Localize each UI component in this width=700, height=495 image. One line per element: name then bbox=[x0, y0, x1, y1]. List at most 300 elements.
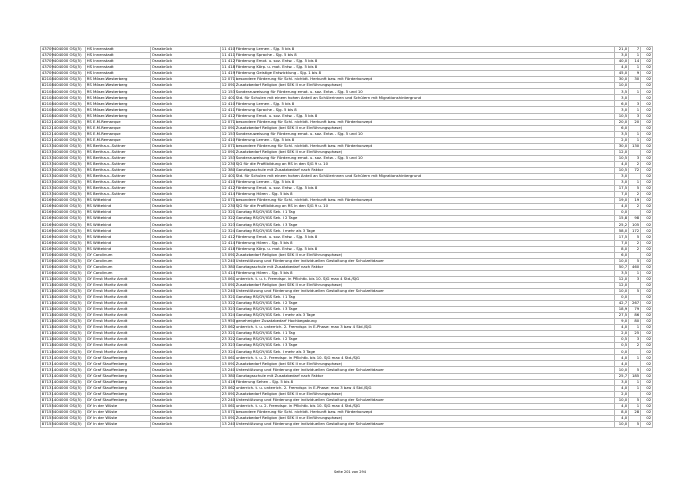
hours-cell: 3,0 bbox=[615, 53, 629, 59]
measure-cell: unterrich. t. u. 2. Fremdspr. in Pflichtb. bis 10. SJG max 4 Std./SJG bbox=[235, 403, 615, 409]
school-name-cell: RS Möser-Westerberg bbox=[86, 83, 151, 89]
level-cell: 02 bbox=[641, 131, 653, 137]
hours-cell: 17,5 bbox=[615, 234, 629, 240]
measure-cell: Zusatzbedarf Religion (bei SEK II nur Einführungsphase) bbox=[235, 83, 615, 89]
level-cell: 02 bbox=[641, 228, 653, 234]
school-number-cell: 82169 bbox=[41, 203, 54, 209]
city-cell: Osnabrück bbox=[151, 192, 221, 198]
level-cell: 02 bbox=[641, 276, 653, 282]
students-cell: 7 bbox=[629, 47, 641, 53]
city-cell: Osnabrück bbox=[151, 222, 221, 228]
students-cell: 5 bbox=[629, 234, 641, 240]
measure-cell: Std. für Schulen mit einem hohen Anteil an Schülerinnen und Schülern mit Migrationshintergrund bbox=[235, 95, 615, 101]
hours-cell: 3,0 bbox=[615, 107, 629, 113]
city-cell: Osnabrück bbox=[151, 204, 221, 210]
school-name-cell: GY Graf Stauffenberg bbox=[86, 391, 151, 397]
code-cell: 13 240 bbox=[221, 366, 236, 372]
measure-cell: Ganztag RS/GY/IGS Sek. I 3 Tage bbox=[235, 343, 615, 349]
hours-cell: 10,0 bbox=[615, 288, 629, 294]
hours-cell: 3,5 bbox=[615, 270, 629, 276]
school-number-cell: 87118 bbox=[41, 300, 54, 306]
school-form-cell: 404000 OS/(5) bbox=[53, 379, 86, 385]
code-cell: 11 419 bbox=[221, 70, 236, 76]
school-name-cell: GY Carolinum bbox=[86, 258, 151, 264]
school-number-cell: 82133 bbox=[41, 179, 54, 185]
students-cell: 1 bbox=[629, 379, 641, 385]
level-cell: 02 bbox=[641, 300, 653, 306]
school-number-cell: 82169 bbox=[41, 239, 54, 245]
school-number-cell: 43709 bbox=[41, 52, 54, 58]
school-form-cell: 404000 OS/(5) bbox=[53, 270, 86, 276]
school-name-cell: RS Möser-Westerberg bbox=[86, 95, 151, 101]
code-cell: 12 410 bbox=[221, 179, 236, 185]
school-form-cell: 404000 OS/(5) bbox=[53, 222, 86, 228]
school-form-cell: 404000 OS/(5) bbox=[53, 361, 86, 367]
school-form-cell: 404000 OS/(5) bbox=[53, 385, 86, 391]
school-form-cell: 404000 OS/(5) bbox=[53, 276, 86, 282]
city-cell: Osnabrück bbox=[151, 83, 221, 89]
city-cell: Osnabrück bbox=[151, 313, 221, 319]
level-cell: 02 bbox=[641, 107, 653, 113]
city-cell: Osnabrück bbox=[151, 294, 221, 300]
code-cell: 23 091 bbox=[221, 390, 236, 396]
school-name-cell: GY Graf Stauffenberg bbox=[86, 367, 151, 373]
code-cell: 12 323 bbox=[221, 221, 236, 227]
students-cell: 267 bbox=[629, 300, 641, 306]
school-number-cell: 43709 bbox=[41, 58, 54, 64]
school-number-cell: 87118 bbox=[41, 288, 54, 294]
school-name-cell: HS Innenstadt bbox=[86, 65, 151, 71]
hours-cell: 4,0 bbox=[615, 361, 629, 367]
hours-cell: 18,9 bbox=[615, 307, 629, 313]
code-cell: 13 321 bbox=[221, 294, 236, 300]
hours-cell: 30,0 bbox=[615, 77, 629, 83]
school-number-cell: 87131 bbox=[41, 378, 54, 384]
students-cell: 1 bbox=[629, 180, 641, 186]
level-cell: 02 bbox=[641, 222, 653, 228]
school-number-cell: 87131 bbox=[41, 366, 54, 372]
code-cell: 13 380 bbox=[221, 372, 236, 378]
school-form-cell: 404000 OS/(5) bbox=[53, 421, 86, 427]
level-cell: 02 bbox=[641, 373, 653, 379]
city-cell: Osnabrück bbox=[151, 307, 221, 313]
city-cell: Osnabrück bbox=[151, 137, 221, 143]
students-cell: 130 bbox=[629, 143, 641, 149]
measure-cell: Ganztag RS/GY/IGS Sek. I mehr als 3 Tage bbox=[235, 349, 615, 355]
level-cell: 02 bbox=[641, 125, 653, 131]
school-form-cell: 404000 OS/(5) bbox=[53, 71, 86, 77]
code-cell: 12 153 bbox=[221, 88, 236, 94]
school-name-cell: RS E.M.Remarque bbox=[86, 131, 151, 137]
school-number-cell: 82108 bbox=[41, 106, 54, 112]
city-cell: Osnabrück bbox=[151, 397, 221, 403]
city-cell: Osnabrück bbox=[151, 125, 221, 131]
level-cell: 02 bbox=[641, 210, 653, 216]
school-number-cell: 82133 bbox=[41, 167, 54, 173]
school-form-cell: 404000 OS/(5) bbox=[53, 234, 86, 240]
school-name-cell: RS Bertha-v.-Suttner bbox=[86, 180, 151, 186]
school-number-cell: 87131 bbox=[41, 360, 54, 366]
school-number-cell: 87155 bbox=[41, 402, 54, 408]
city-cell: Osnabrück bbox=[151, 349, 221, 355]
students-cell: 30 bbox=[629, 77, 641, 83]
school-form-cell: 404000 OS/(5) bbox=[53, 282, 86, 288]
hours-cell: 21,0 bbox=[615, 47, 629, 53]
measure-cell: Förderung Geistige Entwicklung - Sjg. 1 bis 8 bbox=[235, 71, 615, 77]
code-cell: 12 071 bbox=[221, 118, 236, 124]
school-form-cell: 404000 OS/(5) bbox=[53, 258, 86, 264]
school-number-cell: 82108 bbox=[41, 76, 54, 82]
school-form-cell: 404000 OS/(5) bbox=[53, 198, 86, 204]
code-cell: 13 324 bbox=[221, 312, 236, 318]
school-form-cell: 404000 OS/(5) bbox=[53, 113, 86, 119]
students-cell: 79 bbox=[629, 307, 641, 313]
school-name-cell: RS Wittekind bbox=[86, 240, 151, 246]
school-name-cell: GY In der Wüste bbox=[86, 415, 151, 421]
hours-cell: 10,0 bbox=[615, 421, 629, 427]
school-name-cell: GY Ernst Moritz Arndt bbox=[86, 331, 151, 337]
school-form-cell: 404000 OS/(5) bbox=[53, 355, 86, 361]
city-cell: Osnabrück bbox=[151, 167, 221, 173]
code-cell: 11 410 bbox=[221, 46, 236, 52]
school-name-cell: RS Wittekind bbox=[86, 234, 151, 240]
students-cell: 3 bbox=[629, 113, 641, 119]
city-cell: Osnabrück bbox=[151, 331, 221, 337]
city-cell: Osnabrück bbox=[151, 47, 221, 53]
school-number-cell: 82169 bbox=[41, 227, 54, 233]
city-cell: Osnabrück bbox=[151, 361, 221, 367]
students-cell: 5 bbox=[629, 421, 641, 427]
hours-cell: 6,0 bbox=[615, 125, 629, 131]
students-cell: 460 bbox=[629, 264, 641, 270]
level-cell: 02 bbox=[641, 313, 653, 319]
school-form-cell: 404000 OS/(5) bbox=[53, 331, 86, 337]
measure-cell: Std. für Schulen mit einem hohen Anteil an Schülerinnen und Schülern mit Migrationshintergrund bbox=[235, 173, 615, 179]
hours-cell: 45,0 bbox=[615, 71, 629, 77]
school-form-cell: 404000 OS/(5) bbox=[53, 101, 86, 107]
hours-cell: 0,0 bbox=[615, 294, 629, 300]
school-form-cell: 404000 OS/(5) bbox=[53, 349, 86, 355]
school-number-cell: 82133 bbox=[41, 161, 54, 167]
students-cell: 2 bbox=[629, 343, 641, 349]
school-name-cell: RS Möser-Westerberg bbox=[86, 77, 151, 83]
school-name-cell: HS Innenstadt bbox=[86, 71, 151, 77]
school-name-cell: RS Wittekind bbox=[86, 216, 151, 222]
level-cell: 02 bbox=[641, 325, 653, 331]
code-cell: 12 071 bbox=[221, 197, 236, 203]
school-number-cell: 87118 bbox=[41, 312, 54, 318]
school-name-cell: RS E.M.Remarque bbox=[86, 125, 151, 131]
measure-cell: Ganztag RS/GY/IGS Sek. I 3 Tage bbox=[235, 222, 615, 228]
level-cell: 02 bbox=[641, 258, 653, 264]
measure-cell: Förderung Sehen - Sjg. 5 bis 8 bbox=[235, 379, 615, 385]
measure-cell: genehmigter Zusatzbedarf Hochbegabung bbox=[235, 319, 615, 325]
measure-cell: besondere Förderung für Schl. nichtdt. Herkunft bzw. mit Förderkonzept bbox=[235, 409, 615, 415]
code-cell: 12 071 bbox=[221, 142, 236, 148]
measure-cell: Förderung Körp. u. mot. Entw. - Sjg. 5 bis 8 bbox=[235, 246, 615, 252]
measure-cell: besondere Förderung für Schl. nichtdt. Herkunft bzw. mit Förderkonzept bbox=[235, 143, 615, 149]
school-number-cell: 82169 bbox=[41, 221, 54, 227]
hours-cell: 12,0 bbox=[615, 276, 629, 282]
level-cell: 02 bbox=[641, 155, 653, 161]
code-cell: 13 240 bbox=[221, 421, 236, 427]
school-name-cell: RS Bertha-v.-Suttner bbox=[86, 173, 151, 179]
code-cell: 12 071 bbox=[221, 76, 236, 82]
level-cell: 02 bbox=[641, 71, 653, 77]
measure-cell: Förderung Hören - Sjg. 5 bis 8 bbox=[235, 192, 615, 198]
hours-cell: 27,5 bbox=[615, 313, 629, 319]
hours-cell: 25,7 bbox=[615, 373, 629, 379]
measure-cell: Ganztag RS/GY/IGS Sek. I 1 Tag bbox=[235, 331, 615, 337]
hours-cell: 12,0 bbox=[615, 149, 629, 155]
hours-cell: 0,0 bbox=[615, 210, 629, 216]
level-cell: 02 bbox=[641, 173, 653, 179]
school-number-cell: 87131 bbox=[41, 390, 54, 396]
level-cell: 02 bbox=[641, 65, 653, 71]
code-cell: 12 410 bbox=[221, 100, 236, 106]
school-name-cell: RS E.M.Remarque bbox=[86, 137, 151, 143]
school-number-cell: 82133 bbox=[41, 173, 54, 179]
hours-cell: 3,0 bbox=[615, 180, 629, 186]
students-cell: 2 bbox=[629, 161, 641, 167]
school-form-cell: 404000 OS/(5) bbox=[53, 107, 86, 113]
city-cell: Osnabrück bbox=[151, 325, 221, 331]
hours-cell: 4,0 bbox=[615, 403, 629, 409]
measure-cell: Sonderzuweisung für Förderung emot. u. soz. Entw. - Sjg. 5 und 10 bbox=[235, 155, 615, 161]
students-cell: 1 bbox=[629, 385, 641, 391]
city-cell: Osnabrück bbox=[151, 95, 221, 101]
school-number-cell: 43709 bbox=[41, 64, 54, 70]
students-cell: 1 bbox=[629, 89, 641, 95]
school-name-cell: RS Möser-Westerberg bbox=[86, 113, 151, 119]
measure-cell: Förderung Hören - Sjg. 5 bis 8 bbox=[235, 240, 615, 246]
school-form-cell: 404000 OS/(5) bbox=[53, 391, 86, 397]
school-form-cell: 404000 OS/(5) bbox=[53, 95, 86, 101]
measure-cell: SJG für die Profilbildung an RS in den SJG 9 u. 10 bbox=[235, 161, 615, 167]
school-form-cell: 404000 OS/(5) bbox=[53, 343, 86, 349]
students-cell: 2 bbox=[629, 204, 641, 210]
code-cell: 13 091 bbox=[221, 360, 236, 366]
school-form-cell: 404000 OS/(5) bbox=[53, 77, 86, 83]
school-name-cell: RS Wittekind bbox=[86, 204, 151, 210]
code-cell: 12 412 bbox=[221, 233, 236, 239]
hours-cell: 8,0 bbox=[615, 246, 629, 252]
school-name-cell: GY In der Wüste bbox=[86, 409, 151, 415]
measure-cell: Förderung Lernen - Sjg. 5 bis 8 bbox=[235, 137, 615, 143]
students-cell: 72 bbox=[629, 167, 641, 173]
city-cell: Osnabrück bbox=[151, 161, 221, 167]
code-cell: 11 411 bbox=[221, 52, 236, 58]
school-form-cell: 404000 OS/(5) bbox=[53, 137, 86, 143]
students-cell: 9 bbox=[629, 71, 641, 77]
students-cell: 5 bbox=[629, 288, 641, 294]
school-form-cell: 404000 OS/(5) bbox=[53, 313, 86, 319]
school-form-cell: 404000 OS/(5) bbox=[53, 192, 86, 198]
school-name-cell: RS Bertha-v.-Suttner bbox=[86, 186, 151, 192]
measure-cell: besondere Förderung für Schl. nichtdt. Herkunft bzw. mit Förderkonzept bbox=[235, 77, 615, 83]
measure-cell: Unterstützung und Förderung der individuellen Gestaltung der Schulzeitdauer bbox=[235, 421, 615, 427]
measure-cell: Unterstützung und Förderung der individuellen Gestaltung der Schulzeitdauer bbox=[235, 288, 615, 294]
school-name-cell: HS Innenstadt bbox=[86, 47, 151, 53]
code-cell: 12 091 bbox=[221, 148, 236, 154]
hours-cell: 15,8 bbox=[615, 216, 629, 222]
school-number-cell: 87131 bbox=[41, 372, 54, 378]
city-cell: Osnabrück bbox=[151, 391, 221, 397]
hours-cell: 0,5 bbox=[615, 343, 629, 349]
city-cell: Osnabrück bbox=[151, 282, 221, 288]
students-cell: 14 bbox=[629, 59, 641, 65]
school-number-cell: 87118 bbox=[41, 275, 54, 281]
code-cell: 12 322 bbox=[221, 215, 236, 221]
school-name-cell: GY Graf Stauffenberg bbox=[86, 385, 151, 391]
level-cell: 02 bbox=[641, 361, 653, 367]
level-cell: 02 bbox=[641, 397, 653, 403]
city-cell: Osnabrück bbox=[151, 373, 221, 379]
hours-cell: 3,0 bbox=[615, 95, 629, 101]
school-form-cell: 404000 OS/(5) bbox=[53, 149, 86, 155]
school-number-cell: 87106 bbox=[41, 263, 54, 269]
school-form-cell: 404000 OS/(5) bbox=[53, 373, 86, 379]
school-name-cell: RS Bertha-v.-Suttner bbox=[86, 167, 151, 173]
city-cell: Osnabrück bbox=[151, 276, 221, 282]
city-cell: Osnabrück bbox=[151, 173, 221, 179]
school-number-cell: 87118 bbox=[41, 306, 54, 312]
students-cell: 28 bbox=[629, 409, 641, 415]
school-number-cell: 87131 bbox=[41, 396, 54, 402]
school-form-cell: 404000 OS/(5) bbox=[53, 415, 86, 421]
hours-cell: 4,0 bbox=[615, 204, 629, 210]
school-form-cell: 404000 OS/(5) bbox=[53, 119, 86, 125]
hours-cell: 2,0 bbox=[615, 391, 629, 397]
measure-cell: Förderung Lernen - Sjg. 5 bis 8 bbox=[235, 101, 615, 107]
hours-cell: 25,2 bbox=[615, 222, 629, 228]
students-cell: 5 bbox=[629, 186, 641, 192]
school-form-cell: 404000 OS/(5) bbox=[53, 325, 86, 331]
level-cell: 02 bbox=[641, 403, 653, 409]
students-cell: 1 bbox=[629, 137, 641, 143]
measure-cell: Zusatzbedarf Religion (bei SEK II nur Einführungsphase) bbox=[235, 125, 615, 131]
city-cell: Osnabrück bbox=[151, 186, 221, 192]
code-cell: 13 380 bbox=[221, 263, 236, 269]
code-cell: 13 061 bbox=[221, 402, 236, 408]
city-cell: Osnabrück bbox=[151, 77, 221, 83]
school-form-cell: 404000 OS/(5) bbox=[53, 319, 86, 325]
code-cell: 13 240 bbox=[221, 257, 236, 263]
school-number-cell: 82169 bbox=[41, 197, 54, 203]
students-cell: 3 bbox=[629, 337, 641, 343]
code-cell: 12 324 bbox=[221, 227, 236, 233]
hours-cell: 4,0 bbox=[615, 415, 629, 421]
school-name-cell: RS Bertha-v.-Suttner bbox=[86, 155, 151, 161]
school-number-cell: 87155 bbox=[41, 421, 54, 427]
school-form-cell: 404000 OS/(5) bbox=[53, 403, 86, 409]
school-number-cell: 82108 bbox=[41, 82, 54, 88]
school-form-cell: 404000 OS/(5) bbox=[53, 300, 86, 306]
city-cell: Osnabrück bbox=[151, 113, 221, 119]
students-cell: 3 bbox=[629, 101, 641, 107]
school-name-cell: RS Wittekind bbox=[86, 210, 151, 216]
students-cell: 5 bbox=[629, 367, 641, 373]
hours-cell: 6,0 bbox=[615, 252, 629, 258]
city-cell: Osnabrück bbox=[151, 319, 221, 325]
level-cell: 02 bbox=[641, 288, 653, 294]
level-cell: 02 bbox=[641, 331, 653, 337]
school-name-cell: RS Bertha-v.-Suttner bbox=[86, 149, 151, 155]
measure-cell: Ganztagsschule mit Zusatzbedarf nach Faktor bbox=[235, 373, 615, 379]
level-cell: 02 bbox=[641, 204, 653, 210]
school-number-cell: 87118 bbox=[41, 282, 54, 287]
code-cell: 23 323 bbox=[221, 342, 236, 348]
code-cell: 13 091 bbox=[221, 415, 236, 421]
school-number-cell: 82169 bbox=[41, 209, 54, 215]
hours-cell: 2,0 bbox=[615, 331, 629, 337]
school-form-cell: 404000 OS/(5) bbox=[53, 173, 86, 179]
school-number-cell: 87118 bbox=[41, 330, 54, 336]
city-cell: Osnabrück bbox=[151, 240, 221, 246]
city-cell: Osnabrück bbox=[151, 367, 221, 373]
hours-cell: 10,0 bbox=[615, 83, 629, 89]
code-cell: 12 414 bbox=[221, 239, 236, 245]
measure-cell: Ganztag RS/GY/IGS Sek. I 2 Tage bbox=[235, 300, 615, 306]
hours-cell: 10,0 bbox=[615, 258, 629, 264]
level-cell: 02 bbox=[641, 143, 653, 149]
school-number-cell: 82108 bbox=[41, 88, 54, 94]
measure-cell: Förderung Emot. u. soz. Entw. - Sjg. 5 bis 8 bbox=[235, 113, 615, 119]
hours-cell: 3,5 bbox=[615, 131, 629, 137]
students-cell: 1 bbox=[629, 65, 641, 71]
school-form-cell: 404000 OS/(5) bbox=[53, 186, 86, 192]
students-cell: 98 bbox=[629, 216, 641, 222]
city-cell: Osnabrück bbox=[151, 379, 221, 385]
school-number-cell: 82133 bbox=[41, 148, 54, 154]
school-name-cell: GY Ernst Moritz Arndt bbox=[86, 307, 151, 313]
code-cell: 13 071 bbox=[221, 408, 236, 414]
code-cell: 12 401 bbox=[221, 173, 236, 179]
data-sheet bbox=[40, 46, 652, 428]
school-number-cell: 82121 bbox=[41, 136, 54, 142]
school-name-cell: RS Wittekind bbox=[86, 222, 151, 228]
code-cell: 13 240 bbox=[221, 288, 236, 294]
level-cell: 02 bbox=[641, 216, 653, 222]
city-cell: Osnabrück bbox=[151, 65, 221, 71]
school-name-cell: GY Graf Stauffenberg bbox=[86, 355, 151, 361]
level-cell: 02 bbox=[641, 119, 653, 125]
students-cell: 1 bbox=[629, 53, 641, 59]
code-cell: 23 062 bbox=[221, 324, 236, 330]
school-form-cell: 404000 OS/(5) bbox=[53, 125, 86, 131]
hours-cell: 30,0 bbox=[615, 143, 629, 149]
measure-cell: Ganztag RS/GY/IGS Sek. I 1 Tag bbox=[235, 294, 615, 300]
level-cell: 02 bbox=[641, 167, 653, 173]
measure-cell: Förderung Emot. u. soz. Entw. - Sjg. 5 bis 8 bbox=[235, 234, 615, 240]
school-name-cell: GY Ernst Moritz Arndt bbox=[86, 276, 151, 282]
school-form-cell: 404000 OS/(5) bbox=[53, 143, 86, 149]
students-cell: 1 bbox=[629, 270, 641, 276]
measure-cell: Förderung Hören - Sjg. 5 bis 8 bbox=[235, 270, 615, 276]
hours-cell: 20,0 bbox=[615, 119, 629, 125]
school-name-cell: GY Graf Stauffenberg bbox=[86, 361, 151, 367]
city-cell: Osnabrück bbox=[151, 53, 221, 59]
measure-cell: Ganztagsschule mit Zusatzbedarf nach Faktor bbox=[235, 167, 615, 173]
measure-cell: Ganztag RS/GY/IGS Sek. I mehr als 3 Tage bbox=[235, 313, 615, 319]
code-cell: 11 412 bbox=[221, 58, 236, 64]
students-cell: 25 bbox=[629, 331, 641, 337]
hours-cell: 4,0 bbox=[615, 65, 629, 71]
measure-cell: Ganztag RS/GY/IGS Sek. I 1 Tag bbox=[235, 210, 615, 216]
code-cell: 13 091 bbox=[221, 282, 236, 287]
measure-cell: SJG für die Profilbildung an RS in den SJG 9 u. 10 bbox=[235, 204, 615, 210]
level-cell: 02 bbox=[641, 385, 653, 391]
